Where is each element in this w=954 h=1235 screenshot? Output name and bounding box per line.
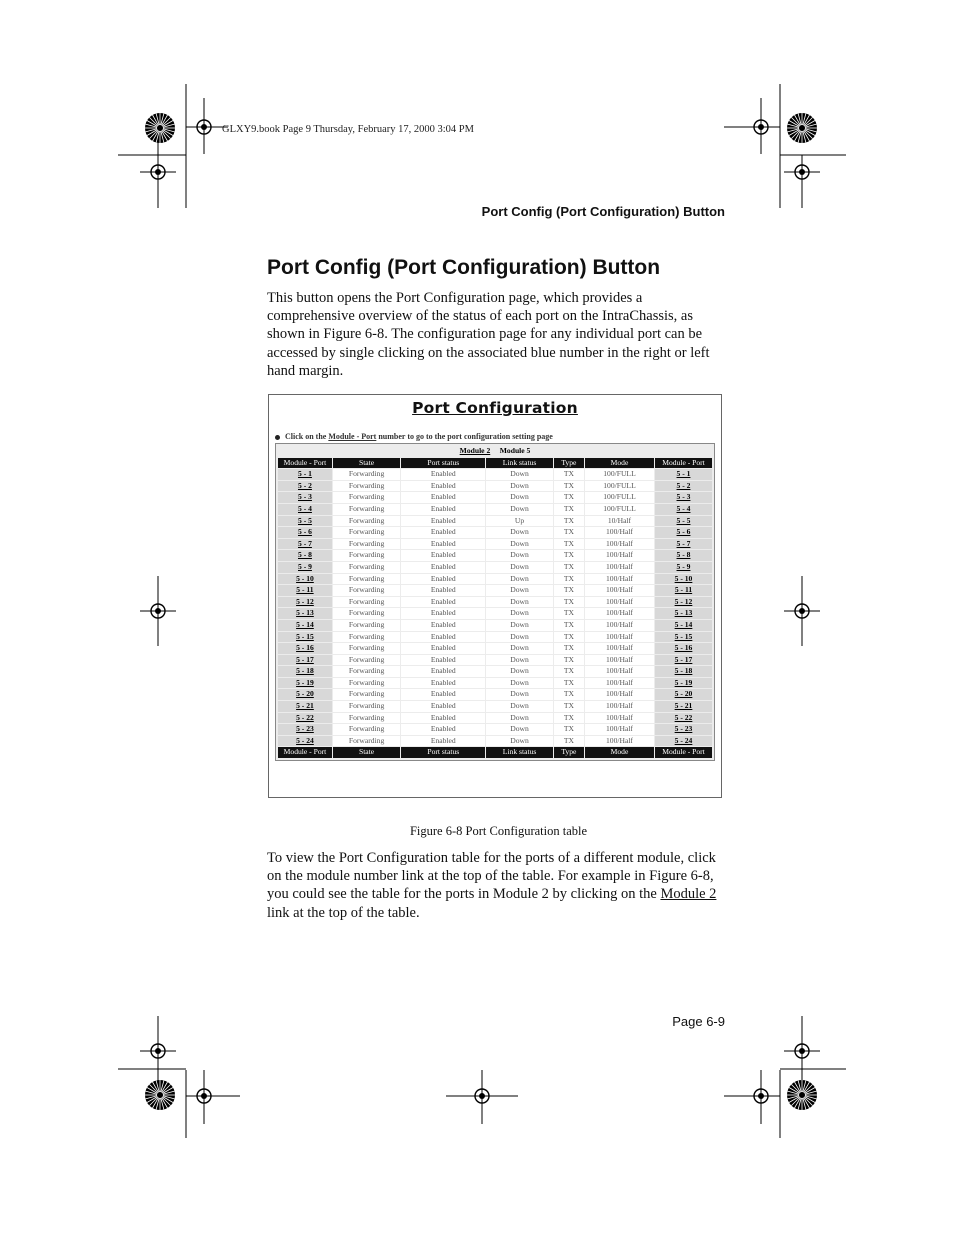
module-port-link[interactable]: 5 - 24 xyxy=(655,736,712,747)
table-cell: 100/Half xyxy=(585,701,654,712)
table-cell: Forwarding xyxy=(333,678,400,689)
table-cell: Forwarding xyxy=(333,516,400,527)
table-row xyxy=(278,713,712,724)
module-port-link[interactable]: 5 - 21 xyxy=(278,701,332,712)
paragraph2-text: To view the Port Configuration table for the ports of a different module, click on the module number link at the top of the table. For example in Figure 6-8, you could see the table for the ports in Module 2 by clicking on the xyxy=(267,850,716,903)
table-cell: TX xyxy=(554,678,584,689)
table-cell: TX xyxy=(554,574,584,585)
module-port-link[interactable]: 5 - 20 xyxy=(655,689,712,700)
column-header: State xyxy=(333,458,400,469)
table-cell: Forwarding xyxy=(333,539,400,550)
module-port-link[interactable]: 5 - 24 xyxy=(278,736,332,747)
table-cell: Enabled xyxy=(401,701,485,712)
module-port-link[interactable]: 5 - 9 xyxy=(278,562,332,573)
table-cell: 100/Half xyxy=(585,678,654,689)
table-row xyxy=(278,516,712,527)
table-row xyxy=(278,574,712,585)
page-number: Page 6-9 xyxy=(672,1014,725,1029)
module-port-link[interactable]: 5 - 5 xyxy=(655,516,712,527)
table-cell: Forwarding xyxy=(333,620,400,631)
table-cell: Enabled xyxy=(401,550,485,561)
table-cell: Down xyxy=(486,574,552,585)
table-cell: 100/Half xyxy=(585,539,654,550)
column-header: Mode xyxy=(585,458,654,469)
table-row xyxy=(278,597,712,608)
table-cell: Down xyxy=(486,701,552,712)
table-cell: Down xyxy=(486,469,552,480)
module-port-link[interactable]: 5 - 15 xyxy=(278,632,332,643)
column-header: Module - Port xyxy=(655,747,712,758)
table-cell: TX xyxy=(554,632,584,643)
column-header: Link status xyxy=(486,747,552,758)
table-cell: 100/FULL xyxy=(585,469,654,480)
table-cell: 100/Half xyxy=(585,643,654,654)
module-port-link[interactable]: 5 - 7 xyxy=(278,539,332,550)
table-cell: 100/Half xyxy=(585,574,654,585)
table-cell: Enabled xyxy=(401,678,485,689)
table-cell: Enabled xyxy=(401,689,485,700)
table-row xyxy=(278,632,712,643)
module-port-link[interactable]: 5 - 14 xyxy=(655,620,712,631)
table-row xyxy=(278,539,712,550)
table-cell: Enabled xyxy=(401,620,485,631)
table-cell: Enabled xyxy=(401,585,485,596)
table-cell: Enabled xyxy=(401,539,485,550)
table-row xyxy=(278,527,712,538)
table-cell: 100/Half xyxy=(585,562,654,573)
table-cell: Forwarding xyxy=(333,550,400,561)
print-info-line: GLXY9.book Page 9 Thursday, February 17, 2000 3:04 PM xyxy=(222,124,474,135)
table-cell: Forwarding xyxy=(333,469,400,480)
table-cell: Down xyxy=(486,492,552,503)
module-port-link[interactable]: 5 - 10 xyxy=(655,574,712,585)
table-cell: Down xyxy=(486,724,552,735)
table-cell: Down xyxy=(486,666,552,677)
bullet-icon xyxy=(275,435,280,440)
table-cell: 10/Half xyxy=(585,516,654,527)
table-cell: Forwarding xyxy=(333,655,400,666)
table-cell: TX xyxy=(554,597,584,608)
table-row xyxy=(278,585,712,596)
column-header: Module - Port xyxy=(278,458,332,469)
table-cell: Enabled xyxy=(401,527,485,538)
module-2-text-link: Module 2 xyxy=(660,886,717,903)
module-port-link[interactable]: 5 - 9 xyxy=(655,562,712,573)
table-cell: Forwarding xyxy=(333,689,400,700)
figure-instruction xyxy=(275,432,553,441)
module-port-link[interactable]: 5 - 17 xyxy=(278,655,332,666)
module-port-link[interactable]: 5 - 8 xyxy=(278,550,332,561)
module-port-link[interactable]: 5 - 5 xyxy=(278,516,332,527)
table-cell: 100/Half xyxy=(585,585,654,596)
module-port-link[interactable]: 5 - 3 xyxy=(278,492,332,503)
table-cell: Forwarding xyxy=(333,574,400,585)
table-cell: 100/FULL xyxy=(585,492,654,503)
module-port-link[interactable]: 5 - 19 xyxy=(278,678,332,689)
table-cell: TX xyxy=(554,504,584,515)
intro-paragraph: This button opens the Port Configuration page, which provides a comprehensive overview of the status of each port on the IntraChassis, as shown in Figure 6-8. The configuration page for any individual port can be accessed by single clicking on the associated blue number in the right or left hand margin. xyxy=(267,290,710,379)
module-port-link[interactable]: 5 - 23 xyxy=(278,724,332,735)
table-cell: Down xyxy=(486,550,552,561)
module-port-link[interactable]: 5 - 21 xyxy=(655,701,712,712)
table-row xyxy=(278,655,712,666)
module-port-link[interactable]: 5 - 8 xyxy=(655,550,712,561)
table-cell: Forwarding xyxy=(333,562,400,573)
table-cell: 100/Half xyxy=(585,689,654,700)
module-port-link[interactable]: 5 - 3 xyxy=(655,492,712,503)
table-cell: Enabled xyxy=(401,632,485,643)
table-cell: TX xyxy=(554,469,584,480)
table-cell: TX xyxy=(554,527,584,538)
table-cell: Forwarding xyxy=(333,504,400,515)
table-cell: Enabled xyxy=(401,608,485,619)
module-5-link[interactable]: Module 5 xyxy=(499,446,531,455)
table-cell: Up xyxy=(486,516,552,527)
table-cell: TX xyxy=(554,689,584,700)
table-cell: Down xyxy=(486,527,552,538)
module-port-link[interactable]: 5 - 19 xyxy=(655,678,712,689)
table-row xyxy=(278,678,712,689)
table-cell: Enabled xyxy=(401,516,485,527)
figure-page-title: Port Configuration xyxy=(412,399,578,417)
table-cell: Enabled xyxy=(401,713,485,724)
table-cell: Down xyxy=(486,539,552,550)
table-cell: TX xyxy=(554,516,584,527)
module-port-link[interactable]: 5 - 20 xyxy=(278,689,332,700)
module-port-link[interactable]: 5 - 12 xyxy=(278,597,332,608)
module-port-link[interactable]: 5 - 17 xyxy=(655,655,712,666)
module-port-link[interactable]: 5 - 4 xyxy=(278,504,332,515)
table-cell: TX xyxy=(554,724,584,735)
table-row xyxy=(278,492,712,503)
note-pre: Click on the xyxy=(285,432,329,441)
table-row xyxy=(278,643,712,654)
table-row xyxy=(278,620,712,631)
table-cell: Enabled xyxy=(401,504,485,515)
table-cell: Down xyxy=(486,643,552,654)
port-configuration-figure xyxy=(268,394,722,798)
table-cell: Enabled xyxy=(401,655,485,666)
module-port-link[interactable]: 5 - 7 xyxy=(655,539,712,550)
running-head: Port Config (Port Configuration) Button xyxy=(481,204,725,219)
module-port-link[interactable]: 5 - 16 xyxy=(278,643,332,654)
table-row xyxy=(278,701,712,712)
table-row xyxy=(278,550,712,561)
table-cell: TX xyxy=(554,492,584,503)
table-cell: TX xyxy=(554,562,584,573)
module-port-link[interactable]: 5 - 6 xyxy=(655,527,712,538)
table-cell: TX xyxy=(554,608,584,619)
column-header: Mode xyxy=(585,747,654,758)
table-cell: TX xyxy=(554,666,584,677)
table-cell: Forwarding xyxy=(333,608,400,619)
section-title: Port Config (Port Configuration) Button xyxy=(267,256,661,279)
module-port-link[interactable]: 5 - 12 xyxy=(655,597,712,608)
port-config-table xyxy=(277,445,713,759)
table-cell: 100/Half xyxy=(585,550,654,561)
table-cell: Forwarding xyxy=(333,481,400,492)
table-cell: TX xyxy=(554,539,584,550)
module-port-link[interactable]: 5 - 1 xyxy=(655,469,712,480)
table-cell: Down xyxy=(486,689,552,700)
table-row xyxy=(278,666,712,677)
module-port-link[interactable]: 5 - 18 xyxy=(278,666,332,677)
table-cell: Enabled xyxy=(401,492,485,503)
table-cell: Enabled xyxy=(401,481,485,492)
table-cell: Forwarding xyxy=(333,713,400,724)
table-cell: Enabled xyxy=(401,597,485,608)
table-cell: Forwarding xyxy=(333,585,400,596)
column-header: Type xyxy=(554,747,584,758)
module-port-link[interactable]: 5 - 10 xyxy=(278,574,332,585)
table-cell: Down xyxy=(486,736,552,747)
port-table-frame xyxy=(275,443,715,761)
table-cell: Forwarding xyxy=(333,492,400,503)
table-row xyxy=(278,469,712,480)
table-cell: TX xyxy=(554,643,584,654)
module-port-link[interactable]: 5 - 22 xyxy=(278,713,332,724)
table-cell: 100/Half xyxy=(585,655,654,666)
module-2-link[interactable]: Module 2 xyxy=(459,446,491,455)
table-cell: Forwarding xyxy=(333,666,400,677)
table-row xyxy=(278,736,712,747)
table-footer-row xyxy=(278,747,712,758)
table-cell: Enabled xyxy=(401,562,485,573)
table-cell: Enabled xyxy=(401,574,485,585)
column-header: Module - Port xyxy=(655,458,712,469)
column-header: Port status xyxy=(401,747,485,758)
figure-caption: Figure 6-8 Port Configuration table xyxy=(409,824,588,838)
table-cell: TX xyxy=(554,481,584,492)
module-port-link[interactable]: 5 - 13 xyxy=(655,608,712,619)
table-row xyxy=(278,689,712,700)
module-port-link[interactable]: 5 - 6 xyxy=(278,527,332,538)
column-header: State xyxy=(333,747,400,758)
table-cell: Forwarding xyxy=(333,736,400,747)
table-cell: Down xyxy=(486,585,552,596)
table-cell: 100/FULL xyxy=(585,481,654,492)
table-cell: TX xyxy=(554,655,584,666)
table-cell: 100/Half xyxy=(585,713,654,724)
table-cell: Down xyxy=(486,632,552,643)
table-cell: Enabled xyxy=(401,724,485,735)
column-header: Type xyxy=(554,458,584,469)
table-cell: 100/Half xyxy=(585,632,654,643)
table-cell: Down xyxy=(486,678,552,689)
table-cell: 100/FULL xyxy=(585,504,654,515)
module-port-link[interactable]: 5 - 11 xyxy=(278,585,332,596)
module-port-link[interactable]: 5 - 14 xyxy=(278,620,332,631)
column-header: Module - Port xyxy=(278,747,332,758)
table-cell: Down xyxy=(486,562,552,573)
module-port-link[interactable]: 5 - 23 xyxy=(655,724,712,735)
table-cell: Down xyxy=(486,713,552,724)
table-cell: Down xyxy=(486,481,552,492)
table-cell: Down xyxy=(486,655,552,666)
table-cell: 100/Half xyxy=(585,597,654,608)
table-cell: Forwarding xyxy=(333,701,400,712)
table-cell: TX xyxy=(554,620,584,631)
table-cell: 100/Half xyxy=(585,527,654,538)
table-cell: Down xyxy=(486,597,552,608)
module-port-link[interactable]: 5 - 11 xyxy=(655,585,712,596)
module-port-link[interactable]: 5 - 2 xyxy=(655,481,712,492)
table-cell: 100/Half xyxy=(585,608,654,619)
table-row xyxy=(278,608,712,619)
table-cell: Down xyxy=(486,608,552,619)
module-port-link[interactable]: 5 - 4 xyxy=(655,504,712,515)
column-header: Port status xyxy=(401,458,485,469)
module-port-link[interactable]: 5 - 1 xyxy=(278,469,332,480)
table-cell: TX xyxy=(554,713,584,724)
table-cell: Forwarding xyxy=(333,527,400,538)
table-cell: Enabled xyxy=(401,666,485,677)
table-cell: Forwarding xyxy=(333,643,400,654)
table-row xyxy=(278,724,712,735)
table-cell: 100/Half xyxy=(585,620,654,631)
table-cell: Forwarding xyxy=(333,632,400,643)
module-port-link[interactable]: 5 - 16 xyxy=(655,643,712,654)
table-cell: Down xyxy=(486,504,552,515)
module-port-link[interactable]: 5 - 15 xyxy=(655,632,712,643)
module-port-link[interactable]: 5 - 22 xyxy=(655,713,712,724)
table-header-row xyxy=(278,458,712,469)
module-port-link[interactable]: Module - Port xyxy=(328,432,377,441)
table-cell: TX xyxy=(554,585,584,596)
table-cell: TX xyxy=(554,736,584,747)
module-links-row xyxy=(278,446,712,457)
table-row xyxy=(278,481,712,492)
table-row xyxy=(278,504,712,515)
table-cell: TX xyxy=(554,550,584,561)
column-header: Link status xyxy=(486,458,552,469)
table-cell: Down xyxy=(486,620,552,631)
table-row xyxy=(278,562,712,573)
module-port-link[interactable]: 5 - 2 xyxy=(278,481,332,492)
table-cell: 100/Half xyxy=(585,666,654,677)
table-cell: Enabled xyxy=(401,469,485,480)
table-cell: Enabled xyxy=(401,736,485,747)
table-cell: Forwarding xyxy=(333,724,400,735)
table-cell: 100/Half xyxy=(585,736,654,747)
module-port-link[interactable]: 5 - 18 xyxy=(655,666,712,677)
table-cell: Forwarding xyxy=(333,597,400,608)
table-cell: 100/Half xyxy=(585,724,654,735)
table-cell: TX xyxy=(554,701,584,712)
note-post: number to go to the port configuration setting page xyxy=(376,432,553,441)
paragraph2-tail: link at the top of the table. xyxy=(267,904,420,921)
module-port-link[interactable]: 5 - 13 xyxy=(278,608,332,619)
table-cell: Enabled xyxy=(401,643,485,654)
paragraph-module-switch xyxy=(267,849,727,922)
